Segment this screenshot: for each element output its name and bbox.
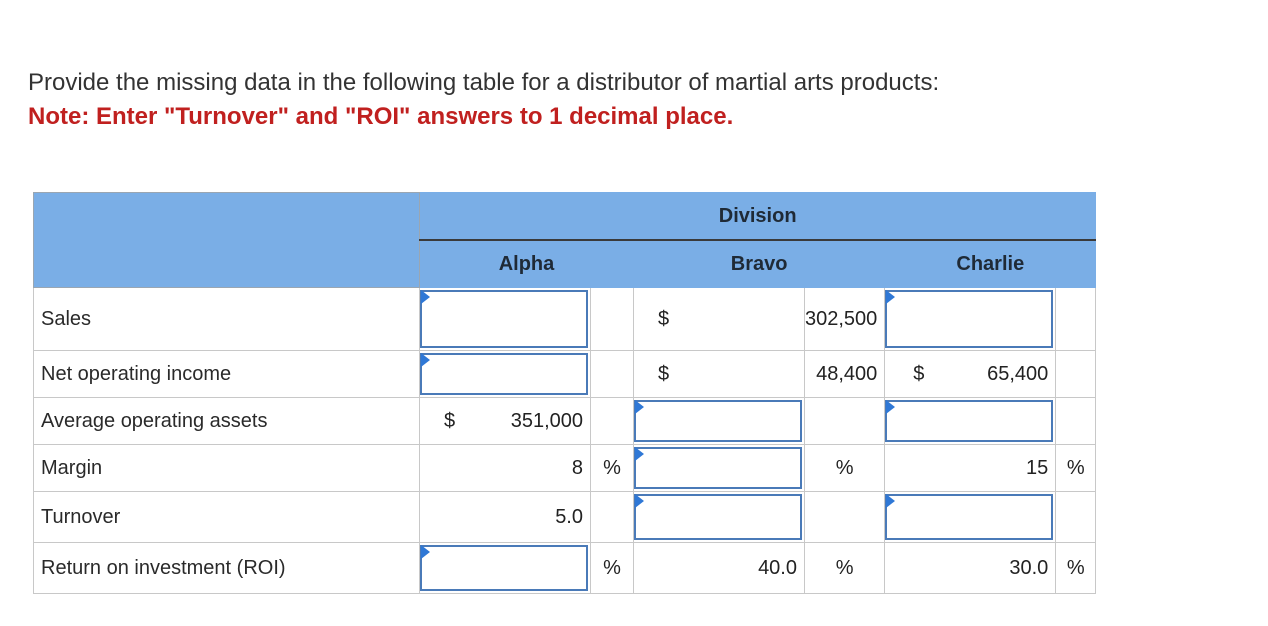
instructions-text: Provide the missing data in the following table for a distributor of martial arts products:	[28, 69, 940, 96]
bravo-assets-cell	[634, 398, 805, 445]
alpha-roi-cell	[420, 543, 591, 594]
table-row-average-operating-assets	[34, 398, 1096, 445]
alpha-roi-input[interactable]	[420, 545, 588, 591]
header-row-division	[34, 193, 1096, 241]
alpha-assets-value: 351,000	[510, 409, 583, 432]
table-row-roi	[34, 543, 1096, 594]
charlie-sales-cell	[885, 288, 1056, 351]
alpha-noi-unit-cell	[591, 351, 634, 398]
bravo-noi-currency: $	[634, 351, 805, 398]
alpha-sales-input[interactable]	[420, 290, 588, 348]
charlie-turnover-unit-cell	[1056, 492, 1096, 543]
alpha-margin-unit: %	[591, 445, 634, 492]
bravo-noi-value: 48,400	[805, 351, 885, 398]
alpha-assets-unit-cell	[591, 398, 634, 445]
column-header-alpha: Alpha	[420, 240, 634, 288]
alpha-assets-combined	[420, 398, 591, 445]
bravo-sales-value: 302,500	[805, 288, 885, 351]
alpha-roi-unit: %	[591, 543, 634, 594]
alpha-turnover-value: 5.0	[420, 492, 591, 543]
column-header-charlie: Charlie	[885, 240, 1096, 288]
data-table	[33, 192, 1096, 594]
table-row-net-operating-income	[34, 351, 1096, 398]
alpha-noi-cell	[420, 351, 591, 398]
table-row-turnover	[34, 492, 1096, 543]
alpha-margin-value: 8	[420, 445, 591, 492]
charlie-assets-input[interactable]	[885, 400, 1053, 442]
charlie-roi-unit: %	[1056, 543, 1096, 594]
charlie-noi-currency: $	[913, 362, 925, 385]
table-row-margin	[34, 445, 1096, 492]
alpha-noi-input[interactable]	[420, 353, 588, 395]
alpha-sales-cell	[420, 288, 591, 351]
charlie-noi-unit-cell	[1056, 351, 1096, 398]
row-label-turnover: Turnover	[34, 492, 420, 543]
bravo-turnover-unit-cell	[805, 492, 885, 543]
alpha-assets-currency: $	[444, 409, 456, 432]
charlie-sales-unit-cell	[1056, 288, 1096, 351]
bravo-margin-input[interactable]	[634, 447, 802, 489]
note-text: Note: Enter "Turnover" and "ROI" answers to 1 decimal place.	[28, 103, 734, 130]
charlie-margin-unit: %	[1056, 445, 1096, 492]
bravo-turnover-input[interactable]	[634, 494, 802, 540]
bravo-assets-unit-cell	[805, 398, 885, 445]
bravo-margin-cell	[634, 445, 805, 492]
row-label-average-operating-assets: Average operating assets	[34, 398, 420, 445]
charlie-noi-value: 65,400	[987, 362, 1049, 385]
header-corner	[34, 193, 420, 288]
charlie-noi-combined	[885, 351, 1056, 398]
charlie-turnover-input[interactable]	[885, 494, 1053, 540]
bravo-assets-input[interactable]	[634, 400, 802, 442]
bravo-roi-value: 40.0	[634, 543, 805, 594]
charlie-sales-input[interactable]	[885, 290, 1053, 348]
alpha-turnover-unit-cell	[591, 492, 634, 543]
column-header-bravo: Bravo	[634, 240, 885, 288]
charlie-assets-unit-cell	[1056, 398, 1096, 445]
table-row-sales	[34, 288, 1096, 351]
alpha-sales-unit-cell	[591, 288, 634, 351]
division-header: Division	[420, 193, 1096, 241]
bravo-sales-currency: $	[634, 288, 805, 351]
bravo-roi-unit: %	[805, 543, 885, 594]
bravo-margin-unit: %	[805, 445, 885, 492]
charlie-roi-value: 30.0	[885, 543, 1056, 594]
charlie-assets-cell	[885, 398, 1056, 445]
bravo-turnover-cell	[634, 492, 805, 543]
row-label-roi: Return on investment (ROI)	[34, 543, 420, 594]
row-label-sales: Sales	[34, 288, 420, 351]
charlie-turnover-cell	[885, 492, 1056, 543]
row-label-net-operating-income: Net operating income	[34, 351, 420, 398]
row-label-margin: Margin	[34, 445, 420, 492]
charlie-margin-value: 15	[885, 445, 1056, 492]
